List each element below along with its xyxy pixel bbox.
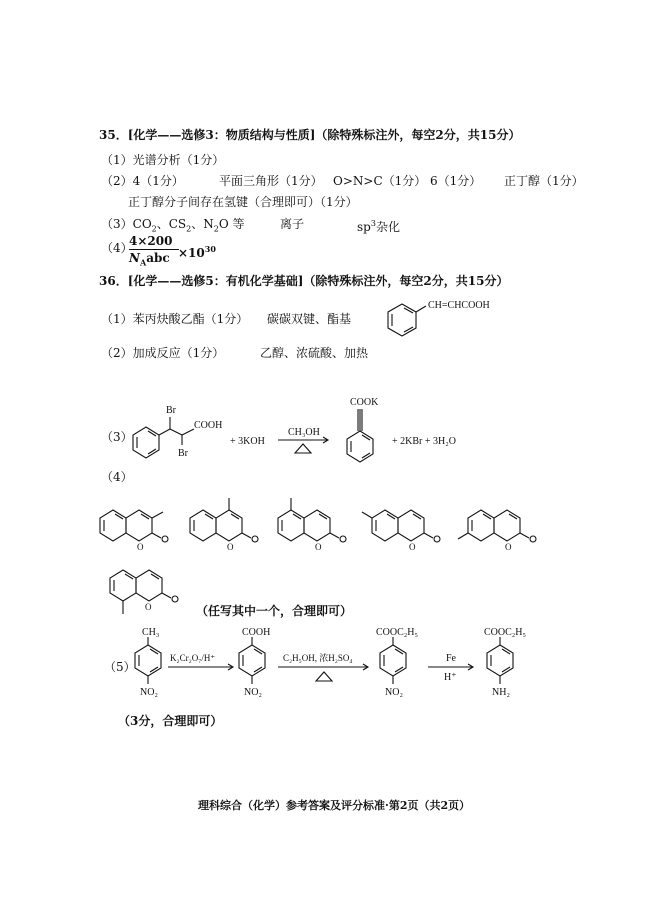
q36-answer-2: （2）加成反应（1分） (101, 346, 225, 360)
svg-text:O: O (227, 542, 234, 552)
q35-header: 35．[化学——选修3：物质结构与性质]（除特殊标注外，每空2分，共15分） (99, 128, 521, 142)
q36-answer-2-conditions: 乙醇、浓硫酸、加热 (260, 346, 369, 360)
q36-answer-1: （1）苯丙炔酸乙酯（1分） (101, 312, 249, 326)
svg-text:COOC₂H₅: COOC₂H₅ (376, 627, 418, 638)
isomer-3 (278, 498, 346, 552)
svg-text:O: O (409, 542, 416, 552)
q35-3-sp: sp (357, 220, 371, 234)
cook-label: COOK (350, 397, 379, 408)
svg-text:O: O (505, 542, 512, 552)
svg-text:COOC₂H₅: COOC₂H₅ (484, 627, 526, 638)
synthesis-route (128, 625, 548, 705)
svg-text:NH₂: NH₂ (492, 687, 510, 698)
svg-text:O: O (315, 542, 322, 552)
svg-text:C₂H₅OH, 浓H₂SO₄: C₂H₅OH, 浓H₂SO₄ (283, 653, 353, 663)
svg-text:O: O (145, 602, 152, 612)
q36-header: 36．[化学——选修5：有机化学基础]（除特殊标注外，每空2分，共15分） (99, 274, 509, 288)
q36-answer-5-label: （5） (104, 660, 136, 674)
q35-3-sub1: 2 (151, 224, 157, 234)
q35-3-sp-tail: 杂化 (375, 220, 400, 234)
q35-answer-2a: 平面三角形（1分） (219, 174, 323, 188)
isomer-5 (458, 510, 536, 552)
q35-answer-3-ion: 离子 (280, 217, 305, 231)
q36-answer-4-label: （4） (101, 470, 133, 484)
q35-answer-2b: O>N>C（1分） (333, 174, 427, 188)
q35-answer-2-note: 正丁醇分子间存在氢键（合理即可）（1分） (128, 195, 358, 209)
q36-answer-5-note: （3分，合理即可） (118, 714, 223, 728)
q35-answer-4-power: $\times 10^{30}$ (178, 244, 216, 260)
carboxyl-label: COOH (194, 420, 223, 431)
svg-text:H⁺: H⁺ (444, 672, 457, 683)
svg-text:COOH: COOH (242, 627, 271, 638)
q35-3-co: （3）CO (101, 217, 152, 231)
q35-3-sub2: 2 (186, 224, 192, 234)
cinnamic-label: CH=CHCOOH (428, 300, 490, 311)
page-footer: 理科综合（化学）参考答案及评分标准·第2页（共2页） (198, 799, 471, 812)
methanol-label: CH₃OH (288, 427, 320, 438)
products-label: + 2KBr + 3H₂O (392, 436, 456, 447)
svg-text:K₂Cr₂O₇/H⁺: K₂Cr₂O₇/H⁺ (170, 653, 216, 663)
koh-label: + 3KOH (230, 436, 265, 447)
cinnamic-acid-structure (380, 290, 520, 340)
isomer-6 (105, 562, 185, 622)
fraction-denominator: $N_Aabc$ (129, 251, 170, 268)
svg-text:O: O (137, 542, 144, 552)
svg-text:CH₃: CH₃ (142, 627, 160, 638)
q36-answer-4-note: （任写其中一个，合理即可） (196, 604, 353, 618)
q35-3-o: O 等 (218, 217, 245, 231)
q35-answer-1: （1）光谱分析（1分） (101, 153, 225, 167)
svg-text:NO₂: NO₂ (140, 687, 158, 698)
isomer-4 (362, 510, 440, 552)
isomer-structures-row (95, 495, 565, 560)
svg-text:Fe: Fe (446, 653, 456, 664)
isomer-1 (100, 510, 168, 552)
q35-answer-2d: 正丁醇（1分） (504, 174, 584, 188)
q35-3-cs: 、CS (156, 217, 187, 231)
q35-answer-2-label: （2）4（1分） (101, 174, 184, 188)
fraction-bar (129, 249, 179, 250)
fraction-numerator: 4×200 (129, 234, 173, 248)
q35-answer-2c: 6（1分） (430, 174, 482, 188)
q35-3-sub3: 2 (213, 224, 219, 234)
bromine-1: Br (166, 405, 176, 416)
q35-3-sp-sup: 3 (370, 219, 376, 228)
q35-answer-4-fraction (129, 234, 181, 266)
q35-answer-3-hybrid (357, 217, 400, 234)
isomer-2 (190, 498, 258, 552)
q35-answer-4-label: （4） (101, 241, 133, 255)
svg-text:NO₂: NO₂ (244, 687, 262, 698)
q35-3-n: 、N (191, 217, 214, 231)
svg-text:NO₂: NO₂ (385, 687, 403, 698)
q36-answer-1-groups: 碳碳双键、酯基 (267, 312, 352, 326)
bromine-2: Br (178, 448, 188, 459)
reaction-3-scheme (128, 395, 508, 475)
q36-answer-3-label: （3） (101, 430, 133, 444)
